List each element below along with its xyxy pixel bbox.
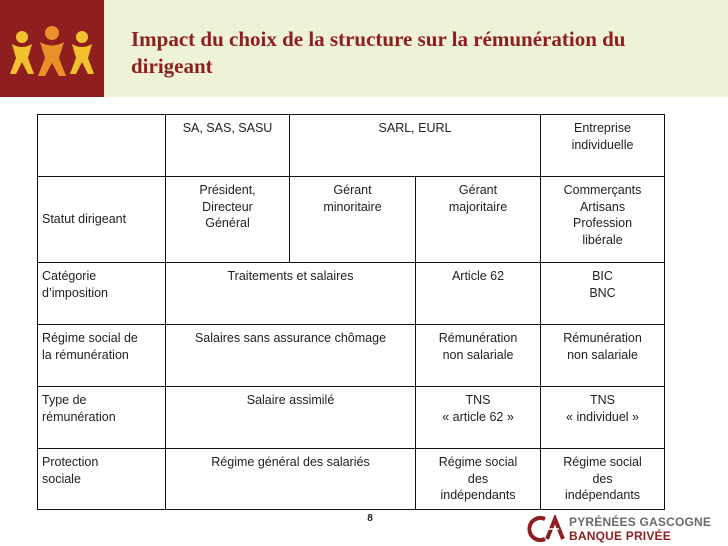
table-row <box>38 449 665 510</box>
table-cell: TNS « article 62 » <box>416 387 541 449</box>
table-cell: Salaires sans assurance chômage <box>166 325 416 387</box>
table-row <box>38 177 665 263</box>
table-cell: Commerçants Artisans Profession libérale <box>541 177 665 263</box>
comparison-table <box>37 114 665 510</box>
logo <box>0 0 104 97</box>
table-header-cell: SARL, EURL <box>290 115 541 177</box>
row-header: Statut dirigeant <box>38 177 166 263</box>
table-row <box>38 325 665 387</box>
row-header: Régime social de la rémunération <box>38 325 166 387</box>
table-cell: Article 62 <box>416 263 541 325</box>
table-cell: Salaire assimilé <box>166 387 416 449</box>
credit-agricole-logo-icon <box>525 515 565 543</box>
table-cell: Régime social des indépendants <box>541 449 665 510</box>
row-header: Type de rémunération <box>38 387 166 449</box>
footer-brand-line2: BANQUE PRIVÉE <box>569 529 671 543</box>
table-cell: Rémunération non salariale <box>416 325 541 387</box>
table-header-cell <box>38 115 166 177</box>
table-cell: Traitements et salaires <box>166 263 416 325</box>
row-header: Catégorie d’imposition <box>38 263 166 325</box>
table-cell: Régime social des indépendants <box>416 449 541 510</box>
table-row <box>38 387 665 449</box>
page-number: 8 <box>367 513 373 524</box>
table-row <box>38 263 665 325</box>
table-cell: Régime général des salariés <box>166 449 416 510</box>
table-cell: TNS « individuel » <box>541 387 665 449</box>
table-cell: Président, Directeur Général <box>166 177 290 263</box>
table-header-row <box>38 115 665 177</box>
footer-logo <box>525 515 725 543</box>
table-cell: BIC BNC <box>541 263 665 325</box>
people-figures-icon <box>0 0 104 97</box>
page-title: Impact du choix de la structure sur la rémunération du dirigeant <box>131 27 626 78</box>
footer-brand-line1: PYRÉNÉES GASCOGNE <box>569 515 712 529</box>
table-cell: Rémunération non salariale <box>541 325 665 387</box>
row-header: Protection sociale <box>38 449 166 510</box>
table-header-cell: SA, SAS, SASU <box>166 115 290 177</box>
table-cell: Gérant majoritaire <box>416 177 541 263</box>
table-cell: Gérant minoritaire <box>290 177 416 263</box>
table-header-cell: Entreprise individuelle <box>541 115 665 177</box>
